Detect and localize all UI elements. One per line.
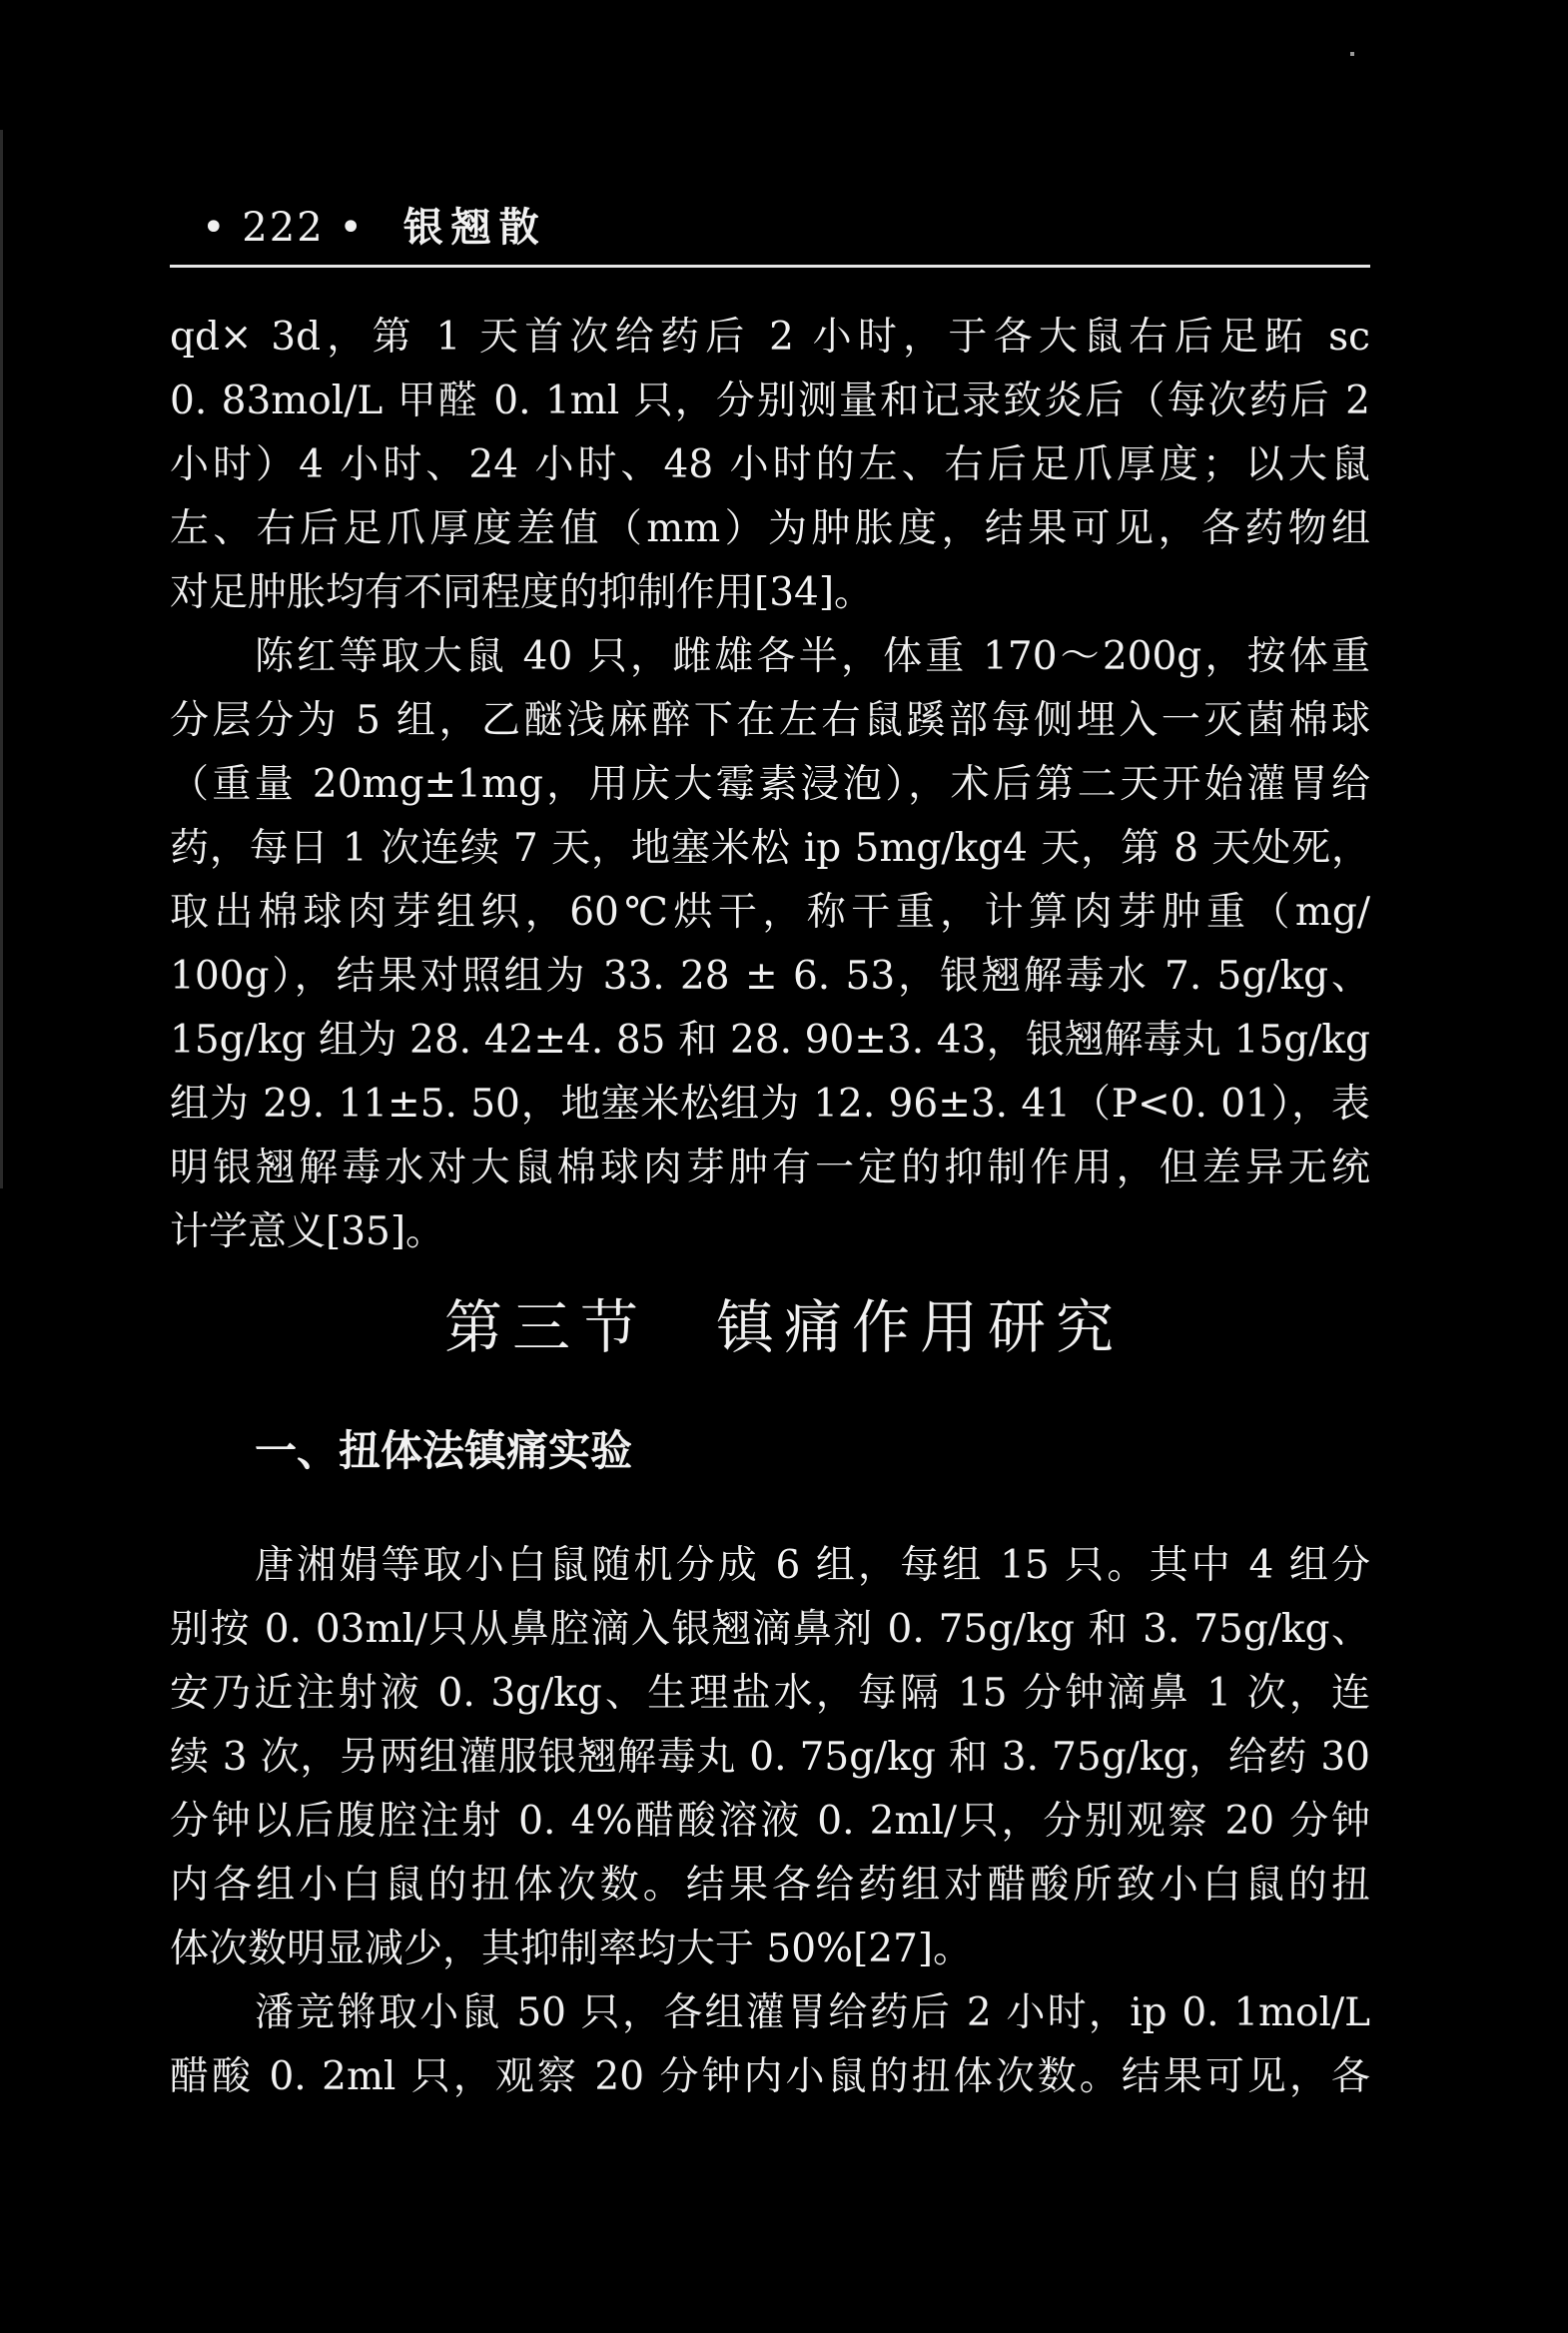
text-line: 取出棉球肉芽组织，60℃烘干，称干重，计算肉芽肿重（mg/ xyxy=(170,890,1370,935)
text-line: 分层分为 5 组，乙醚浅麻醉下在左右鼠蹊部每侧埋入一灭菌棉球 xyxy=(170,698,1370,743)
text-line: 陈红等取大鼠 40 只，雌雄各半，体重 170～200g，按体重 xyxy=(255,634,1370,679)
running-header xyxy=(202,196,547,253)
section-title: 第三节 镇痛作用研究 xyxy=(443,1293,1124,1361)
text-line: 唐湘娟等取小白鼠随机分成 6 组，每组 15 只。其中 4 组分 xyxy=(255,1543,1370,1588)
book-title: 银翘散 xyxy=(402,204,547,251)
header-rule xyxy=(170,265,1370,268)
scan-speck xyxy=(1350,52,1354,56)
text-line: 左、右后足爪厚度差值（mm）为肿胀度，结果可见，各药物组 xyxy=(170,506,1370,551)
text-line: qd× 3d，第 1 天首次给药后 2 小时，于各大鼠右后足跖 sc xyxy=(170,315,1370,360)
scan-edge-mark xyxy=(0,130,3,1188)
text-line: 计学意义[35]。 xyxy=(170,1209,445,1254)
text-line: 别按 0. 03ml/只从鼻腔滴入银翘滴鼻剂 0. 75g/kg 和 3. 75g/kg、 xyxy=(170,1607,1370,1652)
text-line: 100g），结果对照组为 33. 28 ± 6. 53，银翘解毒水 7. 5g/kg、 xyxy=(170,954,1370,999)
text-line: 0. 83mol/L 甲醛 0. 1ml 只，分别测量和记录致炎后（每次药后 2 xyxy=(170,379,1370,423)
text-line: 药，每日 1 次连续 7 天，地塞米松 ip 5mg/kg4 天，第 8 天处死， xyxy=(170,826,1370,871)
text-line: 15g/kg 组为 28. 42±4. 85 和 28. 90±3. 43，银翘解毒丸 15g/kg xyxy=(170,1018,1370,1063)
text-line: 潘竞锵取小鼠 50 只，各组灌胃给药后 2 小时，ip 0. 1mol/L xyxy=(255,1990,1370,2035)
text-line: 安乃近注射液 0. 3g/kg、生理盐水，每隔 15 分钟滴鼻 1 次，连 xyxy=(170,1671,1370,1716)
text-line: （重量 20mg±1mg，用庆大霉素浸泡），术后第二天开始灌胃给 xyxy=(170,762,1370,807)
text-line: 对足肿胀均有不同程度的抑制作用[34]。 xyxy=(170,570,874,615)
text-line: 续 3 次，另两组灌服银翘解毒丸 0. 75g/kg 和 3. 75g/kg，给药 30 xyxy=(170,1735,1370,1780)
text-line: 分钟以后腹腔注射 0. 4%醋酸溶液 0. 2ml/只，分别观察 20 分钟 xyxy=(170,1799,1370,1844)
text-line: 内各组小白鼠的扭体次数。结果各给药组对醋酸所致小白鼠的扭 xyxy=(170,1863,1370,1908)
text-line: 小时）4 小时、24 小时、48 小时的左、右后足爪厚度；以大鼠 xyxy=(170,442,1370,487)
text-line: 体次数明显减少，其抑制率均大于 50%[27]。 xyxy=(170,1927,973,1971)
text-line: 组为 29. 11±5. 50，地塞米松组为 12. 96±3. 41（P<0. 01），表 xyxy=(170,1082,1370,1127)
subsection-title: 一、扭体法镇痛实验 xyxy=(255,1426,633,1475)
text-line: 明银翘解毒水对大鼠棉球肉芽肿有一定的抑制作用，但差异无统 xyxy=(170,1146,1370,1190)
text-line: 醋酸 0. 2ml 只，观察 20 分钟内小鼠的扭体次数。结果可见，各 xyxy=(170,2054,1370,2099)
page-number: • 222 • xyxy=(202,205,365,251)
